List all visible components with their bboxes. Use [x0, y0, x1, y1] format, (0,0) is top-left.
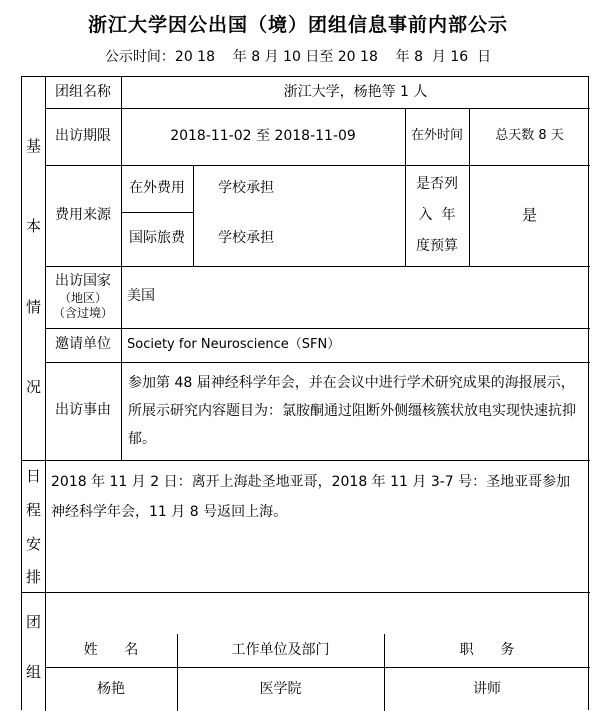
country-value: 美国 [127, 288, 155, 305]
intl-travel-label: 国际旅费 [129, 230, 185, 247]
section-label-basic: 基 本 情 况 [25, 137, 41, 397]
member-name: 杨艳 [97, 680, 125, 697]
period-value: 2018-11-02 至 2018-11-09 [170, 127, 356, 144]
col-header-title: 职 务 [459, 641, 515, 658]
intl-travel-value: 学校承担 [218, 230, 274, 247]
total-days-value: 总天数 8 天 [495, 128, 564, 144]
budget-question: 是否列 入 年 度预算 [416, 176, 458, 254]
member-unit: 医学院 [259, 680, 302, 697]
inviter-value: Society for Neuroscience（SFN） [127, 336, 341, 352]
abroad-cost-label: 在外费用 [129, 179, 185, 196]
info-table [21, 76, 589, 710]
publication-time: 公示时间：20 18 年 8 月 10 日至 20 18 年 8 月 16 日 [104, 49, 492, 65]
schedule-text: 2018 年 11 月 2 日：离开上海赴圣地亚哥，2018 年 11 月 3-7 号：圣地亚哥参加神经科学年会，11 月 8 号返回上海。 [51, 474, 571, 520]
group-name-value: 浙江大学，杨艳等 1 人 [283, 83, 428, 100]
funding-label: 费用来源 [55, 206, 111, 223]
budget-answer: 是 [521, 206, 537, 225]
inviter-label: 邀请单位 [55, 336, 111, 353]
country-label: 出访国家 （地区） （含过境） [52, 273, 113, 320]
section-label-schedule: 日 程 安 排 [25, 467, 41, 587]
col-header-name: 姓 名 [83, 641, 139, 658]
section-label-members: 团 组 [25, 612, 41, 681]
page-title: 浙江大学因公出国（境）团组信息事前内部公示 [87, 14, 508, 36]
period-label: 出访期限 [55, 127, 111, 144]
section-divider [22, 460, 590, 461]
abroad-cost-value: 学校承担 [218, 179, 274, 196]
row-divider [45, 362, 590, 363]
member-title: 讲师 [473, 680, 501, 697]
col-header-unit: 工作单位及部门 [231, 641, 330, 658]
purpose-value: 参加第 48 届神经科学年会，并在会议中进行学术研究成果的海报展示，所展示研究内容题目为：氯胺酮通过阻断外侧缰核簇状放电实现快速抗抑郁。 [128, 375, 576, 447]
purpose-label: 出访事由 [55, 402, 111, 419]
group-name-label: 团组名称 [55, 83, 111, 100]
abroad-time-label: 在外时间 [410, 128, 463, 144]
col-divider [45, 460, 46, 592]
section-divider [22, 592, 590, 593]
